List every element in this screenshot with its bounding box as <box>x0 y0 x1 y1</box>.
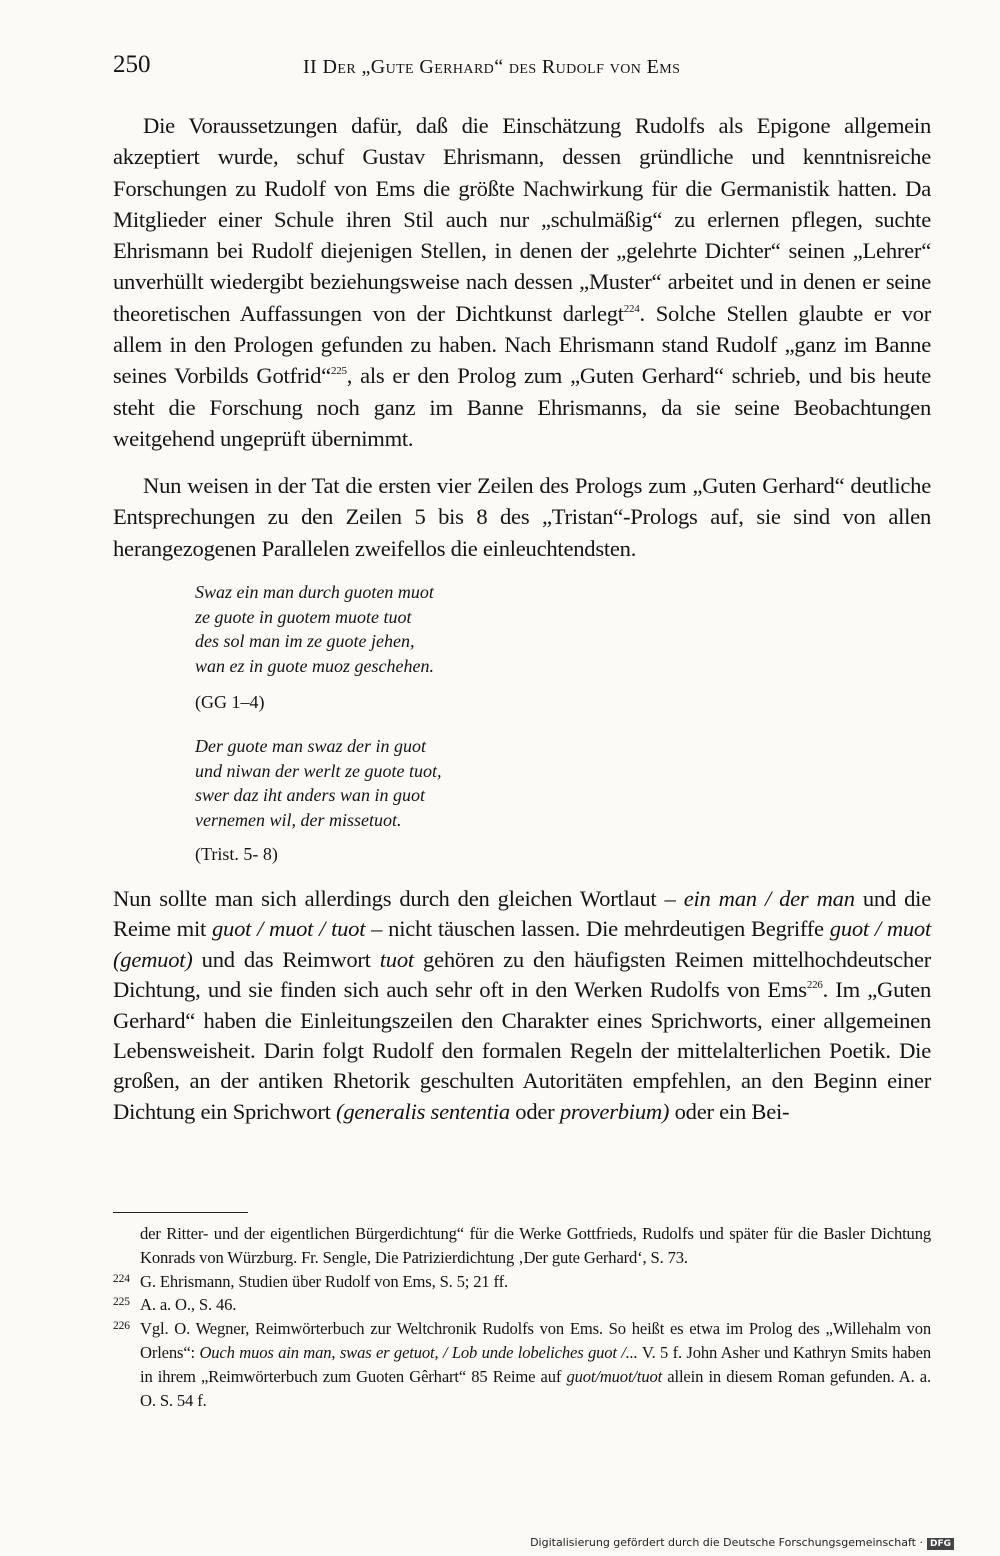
verse-line: swer daz iht anders wan in guot <box>195 785 426 805</box>
footnotes <box>113 1222 931 1412</box>
verse-line: vernemen wil, der missetuot. <box>195 809 402 830</box>
verse-quote <box>195 734 755 832</box>
text-run: allein in diesem Roman gefunden. A. a. O. S. 54 f. <box>140 1366 931 1410</box>
footnote-ref[interactable]: 226 <box>806 979 823 992</box>
footnote-number: 226 <box>113 1320 130 1333</box>
italic-run: guot / muot (gemuot) <box>113 916 932 972</box>
paragraph <box>113 110 931 454</box>
text-run: . Im „Guten Gerhard“ haben die Einleitungszeilen den Charakter eines Sprichworts, einer allgemeinen Lebensweisheit. Darin folgt Rudolf den formalen Regeln der mittelalterlichen Poetik. Die großen, an der antiken Rhetorik geschulten Autoritäten empfehlen, an den Beginn einer Dichtung ein Sprichwort <box>113 977 931 1124</box>
footnote-number: 225 <box>113 1296 130 1309</box>
footnote-ref[interactable]: 224 <box>623 302 640 315</box>
footnote-text: A. a. O., S. 46. <box>140 1295 237 1315</box>
running-head: II Der „Gute Gerhard“ des Rudolf von Ems <box>303 56 681 78</box>
text-run: – nicht täuschen lassen. Die mehrdeutigen Begriffe <box>365 916 830 942</box>
text-run: oder ein Bei- <box>669 1098 790 1124</box>
text-run: Vgl. O. Wegner, Reimwörterbuch zur Weltchronik Rudolfs von Ems. So heißt es etwa im Prolog des „Willehalm von Orlens“: <box>140 1319 931 1362</box>
verse-line: wan ez in guote muoz geschehen. <box>195 655 434 676</box>
italic-run: ein man / der man <box>683 886 855 911</box>
italic-run: guot/muot/tuot <box>566 1366 663 1386</box>
text-run: und die Reime mit <box>113 886 931 942</box>
verse-quote <box>195 580 755 678</box>
text-run: gehören zu den häufigsten Reimen mittelhochdeutscher Dichtung, und sie finden sich auch sehr oft in den Werken Rudolfs von Ems <box>113 946 931 1003</box>
paragraph: Nun weisen in der Tat die ersten vier Zeilen des Prologs zum „Guten Gerhard“ deutliche Entsprechungen zu den Zeilen 5 bis 8 des „Tristan“-Prologs auf, sie sind von allen herangezogenen Parallelen zweifellos die einleuchtendsten. <box>113 473 931 561</box>
footnote-ref[interactable]: 225 <box>330 365 347 378</box>
paragraph <box>113 884 931 1127</box>
dfg-logo: DFG <box>927 1538 954 1550</box>
verse-reference: (GG 1–4) <box>195 692 265 712</box>
footnote-number: 224 <box>113 1272 130 1285</box>
digitization-credit <box>530 1536 954 1550</box>
footnote-225 <box>113 1293 931 1317</box>
verse-reference: (Trist. 5- 8) <box>195 844 278 864</box>
footnote-divider <box>113 1212 248 1213</box>
footnote-text: G. Ehrismann, Studien über Rudolf von Ems, S. 5; 21 ff. <box>140 1271 509 1291</box>
verse-line: des sol man im ze guote jehen, <box>195 631 415 651</box>
text-run: . Solche Stellen glaubte er vor allem in den Prologen gefunden zu haben. Nach Ehrismann stand Rudolf „ganz im Banne seines Vorbilds Gotfrid“ <box>113 300 931 389</box>
text-run: , als er den Prolog zum „Guten Gerhard“ schrieb, und bis heute steht die Forschung noch ganz im Banne Ehrismanns, da sie seine Beobachtungen weitgehend ungeprüft übernimmt. <box>113 363 932 451</box>
italic-run: Ouch muos ain man, swas er getuot, / Lob unde lobeliches guot /... <box>199 1342 638 1362</box>
text-run: V. 5 f. John Asher und Kathryn Smits haben in ihrem „Reimwörterbuch zum Guoten Gêrhart“ 85 Reime auf <box>140 1342 931 1386</box>
footnote-224 <box>113 1270 931 1294</box>
footnote-226 <box>113 1317 931 1412</box>
italic-run: (generalis sententia <box>336 1098 510 1124</box>
text-run: oder <box>509 1098 560 1124</box>
text-run: und das Reimwort <box>192 946 380 972</box>
italic-run: guot / muot / tuot <box>211 916 366 942</box>
page-number: 250 <box>113 51 151 78</box>
verse-line: und niwan der werlt ze guote tuot, <box>195 760 442 781</box>
credit-text: Digitalisierung gefördert durch die Deutsche Forschungsgemeinschaft · <box>530 1536 923 1549</box>
italic-run: proverbium) <box>559 1098 670 1124</box>
verse-line: ze guote in guotem muote tuot <box>195 606 412 627</box>
text-run: Die Voraussetzungen dafür, daß die Einschätzung Rudolfs als Epigone allgemein akzeptiert wurde, schuf Gustav Ehrismann, dessen gründliche und kenntnisreiche Forschungen zu Rudolf von Ems die größte Nachwirkung für die Germanistik hatten. Da Mitglieder einer Schule ihren Stil auch nur „schulmäßig“ zu erlernen pflegen, suchte Ehrismann bei Rudolf diejenigen Stellen, in denen der „gelehrte Dichter“ seinen „Lehrer“ unverhüllt wiedergibt beziehungsweise nach dessen „Muster“ arbeitet und in denen er seine theoretischen Auffassungen von der Dichtkunst darlegt <box>113 113 931 326</box>
italic-run: tuot <box>379 946 414 972</box>
verse-line: Swaz ein man durch guoten muot <box>195 582 434 602</box>
footnote-continuation: der Ritter- und der eigentlichen Bürgerdichtung“ für die Werke Gottfrieds, Rudolfs und später für die Basler Dichtung Konrads von Würzburg. Fr. Sengle, Die Patrizierdichtung ‚Der gute Gerhard‘, S. 73. <box>140 1224 931 1267</box>
verse-line: Der guote man swaz der in guot <box>195 736 426 756</box>
text-run: Nun sollte man sich allerdings durch den gleichen Wortlaut – <box>113 886 684 911</box>
